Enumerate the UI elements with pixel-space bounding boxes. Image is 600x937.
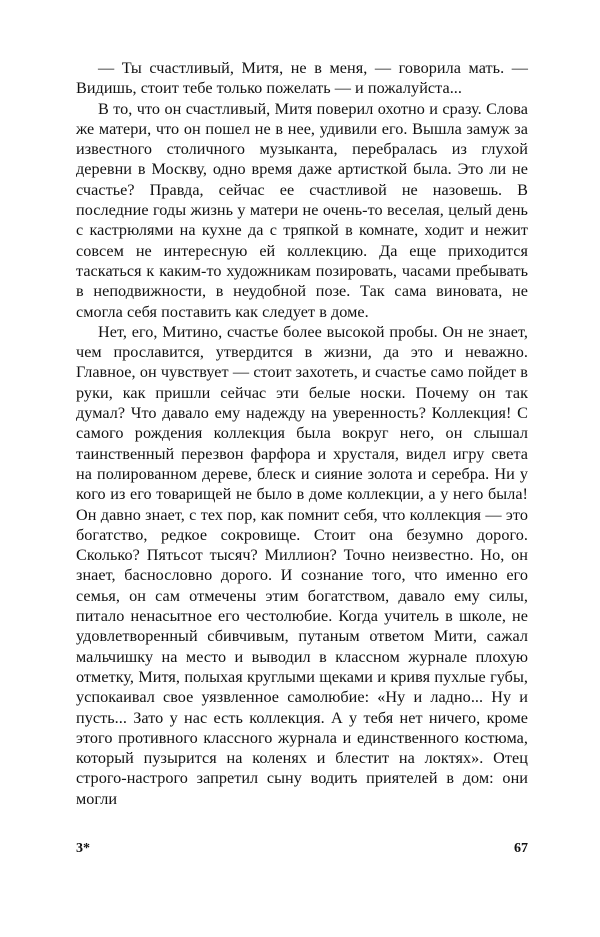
paragraph-3: Нет, его, Митино, счастье более высокой пробы. Он не знает, чем прославится, утвердится в жизни, да это и неважно. Главное, он чувствует — стоит захотеть, и счастье само пойдет в руки, как пришли сейчас эти белые носки. Почему он так думал? Что давало ему надежду на уверенность? Коллекция! С самого рождения коллекция была вокруг него, он слышал таинственный перезвон фарфора и хрусталя, видел игру света на полированном дереве, блеск и сияние золота и серебра. Ни у кого из его товарищей не было в доме коллекции, а у него была! Он давно знает, с тех пор, как помнит себя, что коллекция — это богатство, редкое сокровище. Стоит она безумно дорого. Сколько? Пятьсот тысяч? Миллион? Точно неизвестно. Но, он знает, баснословно дорого. И сознание того, что именно его семья, он сам отмечены этим богатством, давало ему силы, питало ненасытное его честолюбие. Когда учитель в школе, не удовлетворенный сбивчивым, путаным ответом Мити, сажал мальчишку на место и выводил в классном журнале плохую отметку, Митя, полыхая круглыми щеками и кривя пухлые губы, успокаивал свое уязвленное самолюбие: «Ну и ладно... Ну и пусть... Зато у нас есть коллекция. А у тебя нет ничего, кроме этого противного классного журнала и единственного костюма, который пузырится на коленях и блестит на локтях». Отец строго-настрого запретил сыну водить приятелей в дом: они могли: [76, 322, 528, 808]
paragraph-1: — Ты счастливый, Митя, не в меня, — говорила мать. — Видишь, стоит тебе только пожелать — и пожалуйста...: [76, 59, 528, 98]
book-page: [76, 58, 528, 918]
printer-signature-mark: 3*: [76, 841, 90, 856]
page-number: 67: [514, 841, 528, 856]
body-text: [76, 58, 528, 809]
page-footer: [76, 841, 528, 863]
paragraph-2: В то, что он счастливый, Митя поверил охотно и сразу. Слова же матери, что он пошел не в нее, удивили его. Вышла замуж за известного столичного музыканта, перебралась из глухой деревни в Москву, одно время даже артисткой была. Это ли не счастье? Правда, сейчас ее счастливой не назовешь. В последние годы жизнь у матери не очень-то веселая, целый день с кастрюлями на кухне да с тряпкой в комнате, ходит и нежит совсем не интересную ей коллекцию. Да еще приходится таскаться к каким-то художникам позировать, часами пребывать в неподвижности, в неудобной позе. Так сама виновата, не смогла себя поставить как следует в доме.: [76, 99, 528, 321]
